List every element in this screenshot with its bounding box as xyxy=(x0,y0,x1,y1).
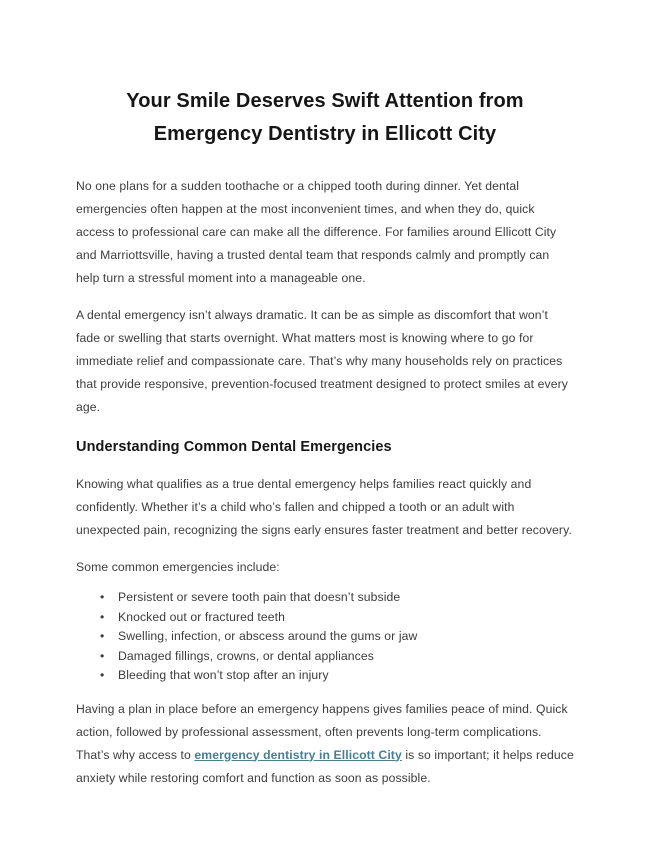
bullet-list xyxy=(76,588,574,686)
closing-text-after-link: is so important; it helps reduce anxiety while restoring comfort and function as soon as possible. xyxy=(76,747,574,785)
page-title: Your Smile Deserves Swift Attention from Emergency Dentistry in Ellicott City xyxy=(126,90,524,145)
section-heading: Understanding Common Dental Emergencies xyxy=(76,439,392,455)
intro-paragraph-1: No one plans for a sudden toothache or a chipped tooth during dinner. Yet dental emergencies often happen at the most inconvenient times, and when they do, quick access to professional care can make all the difference. For families around Ellicott City and Marriottsville, having a trusted dental team that responds calmly and promptly can help turn a stressful moment into a manageable one. xyxy=(76,179,557,285)
section-body-paragraph: Knowing what qualifies as a true dental emergency helps families react quickly and confidently. Whether it’s a child who’s fallen and chipped a tooth or an adult with unexpected pain, recognizing the signs early ensures faster treatment and better recovery. xyxy=(76,477,572,537)
closing-paragraph xyxy=(76,698,574,790)
list-item: • Bleeding that won’t stop after an injury xyxy=(76,666,574,686)
closing-text-before-link: Having a plan in place before an emergency happens gives families peace of mind. Quick action, followed by professional assessment, often prevents long-term complications. That’s why access to xyxy=(76,701,568,762)
list-item: • Swelling, infection, or abscess around the gums or jaw xyxy=(76,627,574,647)
emergency-dentistry-link[interactable]: emergency dentistry in Ellicott City xyxy=(194,747,402,762)
list-item: • Knocked out or fractured teeth xyxy=(76,608,574,628)
list-intro: Some common emergencies include: xyxy=(76,560,280,574)
intro-paragraph-2: A dental emergency isn’t always dramatic. It can be as simple as discomfort that won’t fade or swelling that starts overnight. What matters most is knowing where to go for immediate relief and compassionate care. That’s why many households rely on practices that provide responsive, prevention-focused treatment designed to protect smiles at every age. xyxy=(76,308,568,414)
list-item: • Persistent or severe tooth pain that doesn’t subside xyxy=(76,588,574,608)
list-item: • Damaged fillings, crowns, or dental appliances xyxy=(76,647,574,667)
